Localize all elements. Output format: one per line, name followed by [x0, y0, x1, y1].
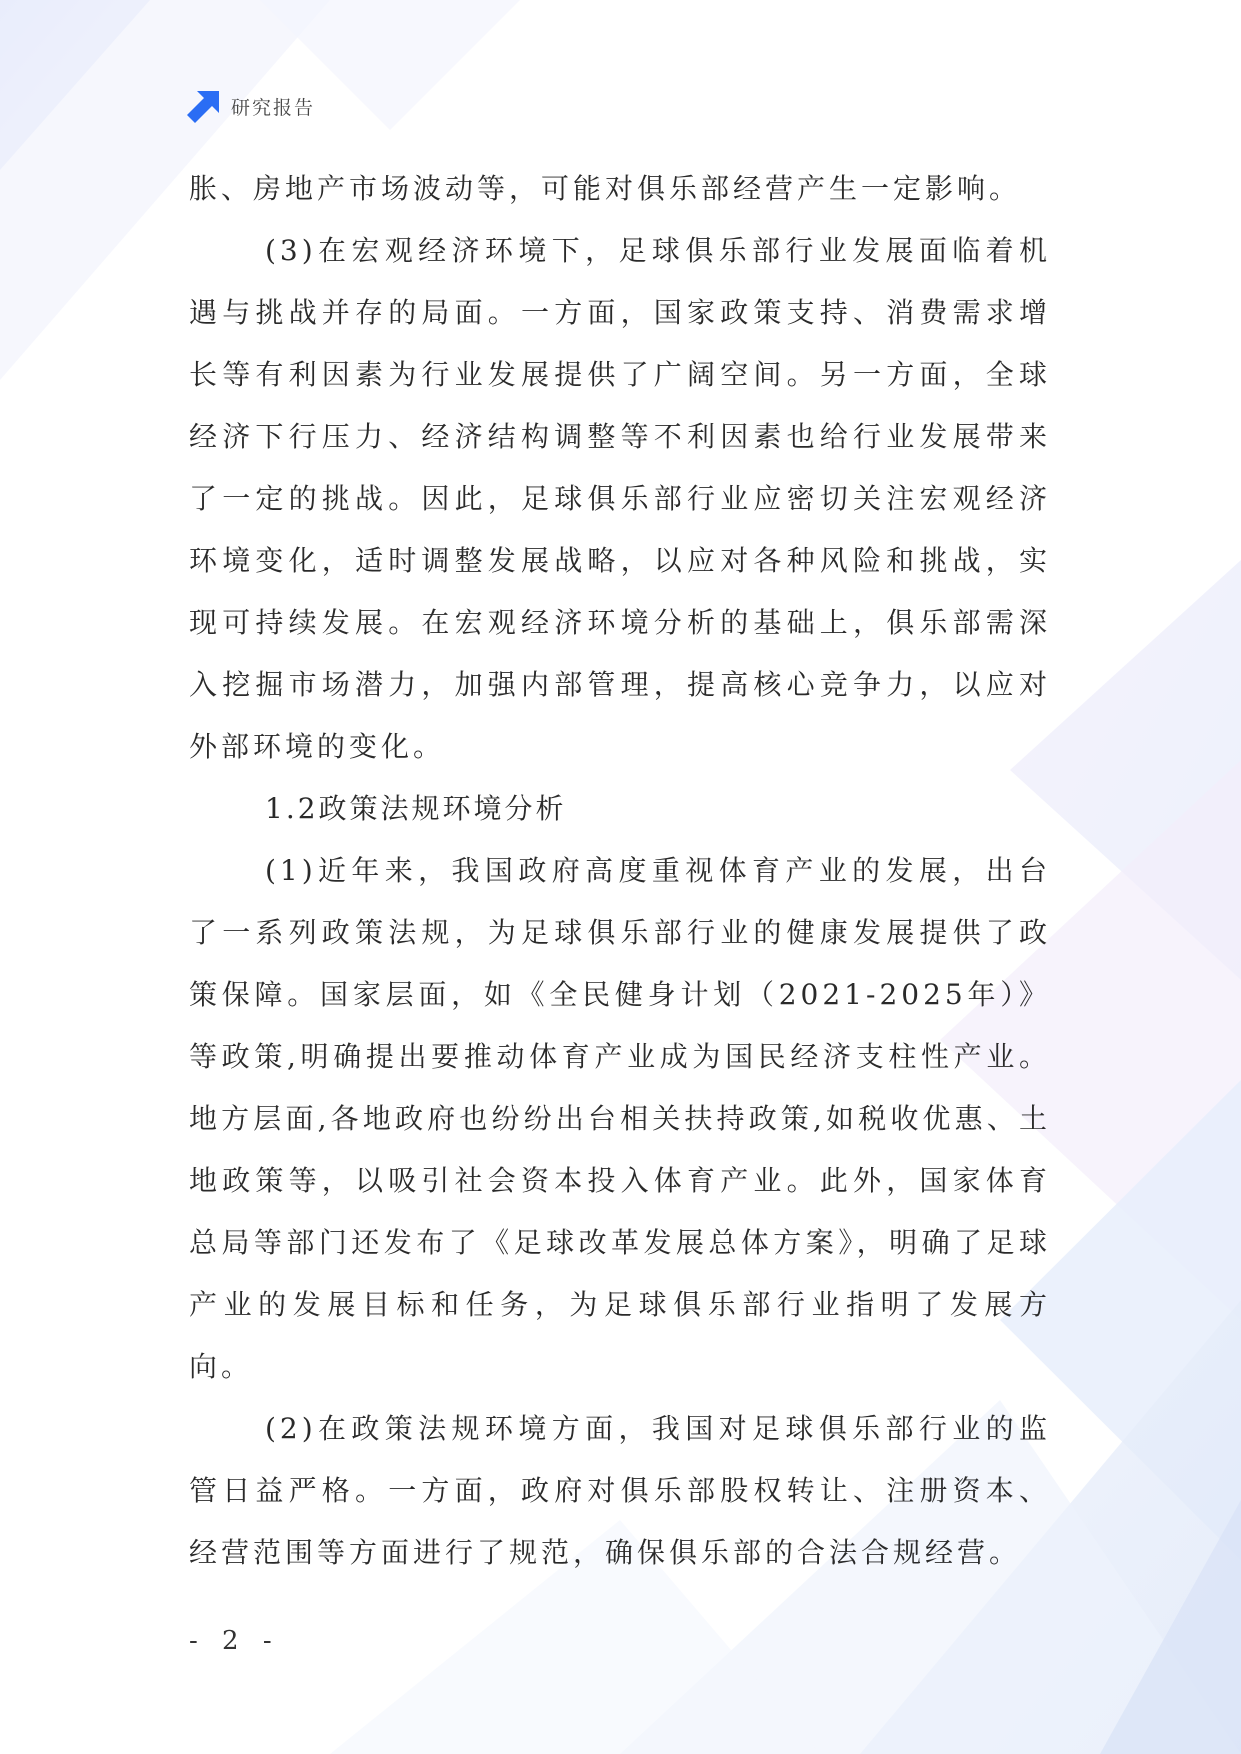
- header-title: 研究报告: [231, 96, 316, 119]
- paragraph-macro-economy-3: (3)在宏观经济环境下，足球俱乐部行业发展面临着机遇与挑战并存的局面。一方面，国家政策支持、消费需求增长等有利因素为行业发展提供了广阔空间。另一方面，全球经济下行压力、经济结构调整等不利因素也给行业发展带来了一定的挑战。因此，足球俱乐部行业应密切关注宏观经济环境变化，适时调整发展战略，以应对各种风险和挑战，实现可持续发展。在宏观经济环境分析的基础上，俱乐部需深入挖掘市场潜力，加强内部管理，提高核心竞争力，以应对外部环境的变化。: [189, 234, 1051, 763]
- paragraph-policy-1: (1)近年来，我国政府高度重视体育产业的发展，出台了一系列政策法规，为足球俱乐部行业的健康发展提供了政策保障。国家层面，如《全民健身计划（2021-2025年）》等政策,明确提出要推动体育产业成为国民经济支柱性产业。地方层面,各地政府也纷纷出台相关扶持政策,如税收优惠、土地政策等，以吸引社会资本投入体育产业。此外，国家体育总局等部门还发布了《足球改革发展总体方案》，明确了足球产业的发展目标和任务，为足球俱乐部行业指明了发展方向。: [189, 854, 1051, 1383]
- report-header: [187, 88, 315, 124]
- arrow-up-right-icon: [187, 89, 221, 123]
- section-heading-1-2: 1.2政策法规环境分析: [265, 792, 567, 825]
- paragraph-policy-2: (2)在政策法规环境方面，我国对足球俱乐部行业的监管日益严格。一方面，政府对俱乐部股权转让、注册资本、经营范围等方面进行了规范，确保俱乐部的合法合规经营。: [189, 1412, 1051, 1569]
- page-number: - 2 -: [189, 1626, 280, 1656]
- report-body: [189, 158, 1051, 1584]
- paragraph-continuation: 胀、房地产市场波动等，可能对俱乐部经营产生一定影响。: [189, 172, 1022, 205]
